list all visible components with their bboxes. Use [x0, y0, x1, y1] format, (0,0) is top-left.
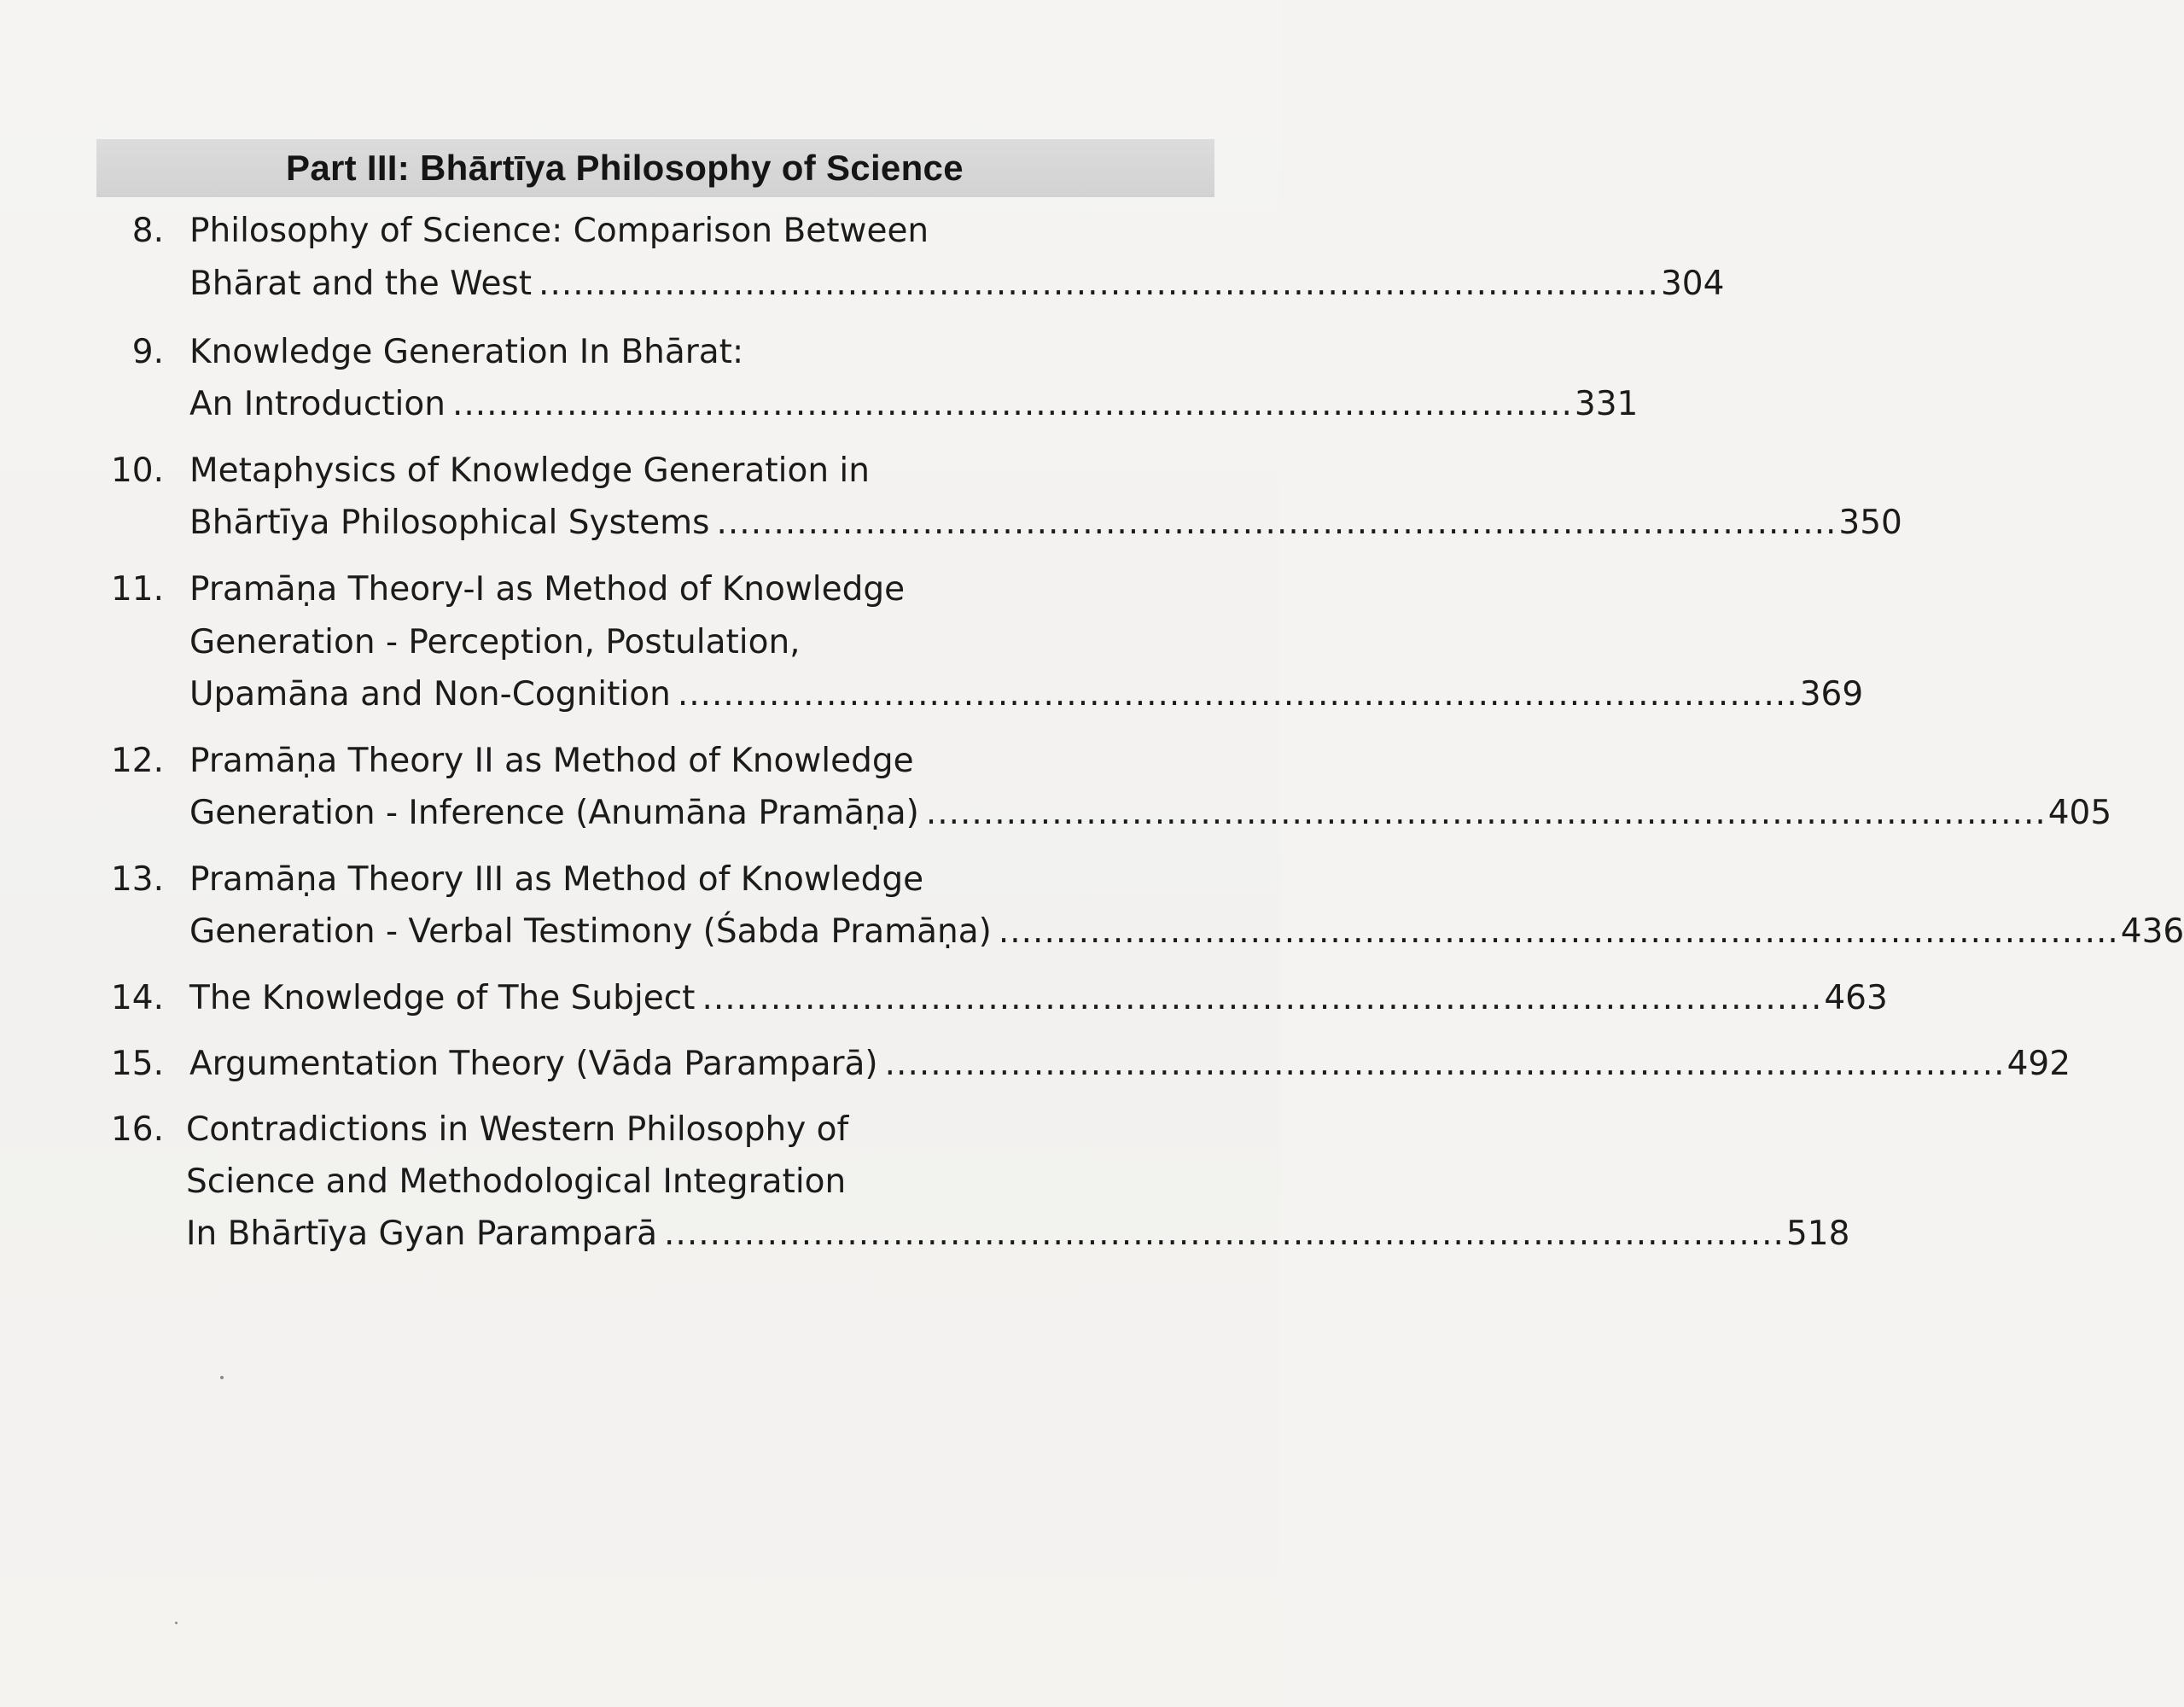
entry-number: 9. [131, 333, 164, 371]
entry-title-text: Bhārat and the West [189, 265, 533, 303]
entry-title-line: Metaphysics of Knowledge Generation in [189, 452, 870, 490]
dot-leader: .................................................................................................. [677, 675, 1798, 714]
page-number: 405 [2047, 794, 2112, 832]
entry-title-last-line [189, 497, 1902, 550]
dot-leader: .................................................................................................. [539, 265, 1659, 303]
entry-number: 13. [110, 860, 164, 899]
paper-speck [175, 1622, 178, 1624]
entry-title-text: Generation - Inference (Anumāna Pramāṇa) [189, 794, 919, 832]
entry-number: 15. [110, 1045, 164, 1083]
entry-title-line: Pramāṇa Theory-I as Method of Knowledge [189, 570, 906, 609]
entry-number: 16. [110, 1110, 164, 1149]
entry-title-line: Pramāṇa Theory II as Method of Knowledge [189, 742, 914, 780]
page-number: 369 [1799, 675, 1864, 714]
entry-title-text: Upamāna and Non-Cognition [189, 675, 671, 714]
dot-leader: .................................................................................................. [664, 1215, 1785, 1253]
entry-title-line: Contradictions in Western Philosophy of [186, 1110, 849, 1149]
page-number: 304 [1660, 265, 1725, 303]
page-number: 463 [1824, 979, 1888, 1017]
entry-title-last-line [189, 378, 1639, 431]
entry-title-line: Philosophy of Science: Comparison Between [189, 212, 929, 250]
entry-title-text: Generation - Verbal Testimony (Śabda Pramāṇa) [189, 912, 992, 951]
entry-title-text: In Bhārtīya Gyan Paramparā [186, 1215, 658, 1253]
entry-title-last-line [189, 972, 1888, 1025]
entry-title-line: Knowledge Generation In Bhārat: [189, 333, 744, 371]
dot-leader: .................................................................................................. [702, 979, 1823, 1017]
dot-leader: .................................................................................................. [716, 504, 1837, 542]
entry-title-line: Pramāṇa Theory III as Method of Knowledge [189, 860, 924, 899]
entry-title-last-line [189, 906, 2184, 958]
entry-title-line: Generation - Perception, Postulation, [189, 623, 801, 661]
page-number: 350 [1838, 504, 1902, 542]
page-number: 331 [1574, 385, 1639, 423]
entry-title-line: Science and Methodological Integration [186, 1162, 847, 1201]
page-number: 518 [1785, 1215, 1850, 1253]
page-number: 436 [2120, 912, 2184, 951]
entry-title-text: Bhārtīya Philosophical Systems [189, 504, 710, 542]
entry-title-text: An Introduction [189, 385, 446, 423]
entry-title-text: Argumentation Theory (Vāda Paramparā) [189, 1045, 878, 1083]
page-number: 492 [2006, 1045, 2071, 1083]
dot-leader: .................................................................................................. [998, 912, 2119, 951]
entry-title-text: The Knowledge of The Subject [189, 979, 696, 1017]
entry-title-last-line [186, 1208, 1850, 1261]
entry-title-last-line [189, 1038, 2071, 1091]
dot-leader: .................................................................................................. [884, 1045, 2006, 1083]
entry-title-last-line [189, 258, 1725, 311]
entry-number: 8. [131, 212, 164, 250]
entry-number: 12. [110, 742, 164, 780]
entry-title-last-line [189, 787, 2112, 840]
entry-number: 10. [110, 452, 164, 490]
entry-number: 14. [110, 979, 164, 1017]
entry-number: 11. [110, 570, 164, 609]
part-heading: Part III: Bhārtīya Philosophy of Science [286, 148, 964, 188]
dot-leader: .................................................................................................. [925, 794, 2047, 832]
entry-title-last-line [189, 668, 1864, 721]
paper-speck [220, 1376, 224, 1379]
dot-leader: .................................................................................................. [451, 385, 1573, 423]
